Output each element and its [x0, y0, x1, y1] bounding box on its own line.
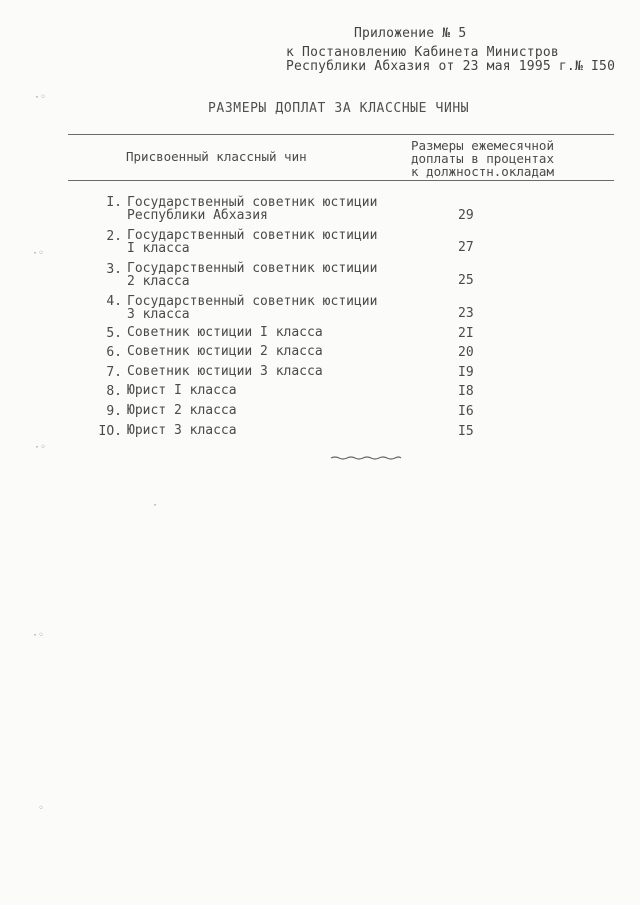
row-number: 5.: [106, 326, 122, 341]
row-label-line: Советник юстиции 3 класса: [127, 364, 323, 379]
row-number: 7.: [106, 365, 122, 380]
row-number: IO.: [98, 424, 122, 439]
row-label-line: Юрист I класса: [127, 383, 237, 398]
row-value: I5: [458, 424, 474, 439]
row-value: 25: [458, 273, 474, 288]
row-value: 23: [458, 306, 474, 321]
row-label-line: I класса: [127, 240, 190, 256]
column-header-percent-line: Размеры ежемесячной: [411, 138, 554, 153]
row-label: [127, 366, 323, 379]
table-header-rule: [68, 180, 614, 181]
row-label: [127, 425, 237, 438]
decree-reference-line-2: Республики Абхазия от 23 мая 1995 г.№ I50: [286, 59, 616, 74]
row-label-line: 2 класса: [127, 273, 190, 289]
document-title: РАЗМЕРЫ ДОПЛАТ ЗА КЛАССНЫЕ ЧИНЫ: [208, 101, 470, 116]
end-of-table-mark: [330, 456, 402, 460]
row-number: 4.: [106, 294, 122, 309]
row-label: [127, 405, 237, 418]
row-label-line: Государственный советник юстиции: [127, 261, 378, 276]
row-value: I9: [458, 365, 474, 380]
appendix-label: Приложение № 5: [354, 26, 467, 41]
row-value: I8: [458, 384, 474, 399]
row-label-line: Государственный советник юстиции: [127, 195, 378, 210]
table-top-rule: [68, 134, 614, 135]
scan-smudge: ·◦: [34, 92, 47, 103]
scan-smudge: ·: [152, 500, 159, 511]
column-header-percent: [411, 139, 554, 178]
scan-smudge: ·◦: [32, 630, 45, 641]
row-label: [127, 385, 237, 398]
column-header-percent-line: доплаты в процентах: [411, 151, 554, 166]
row-label: [127, 327, 323, 340]
row-label-line: Государственный советник юстиции: [127, 294, 378, 309]
row-label: [127, 230, 377, 255]
row-value: 29: [458, 208, 474, 223]
row-number: 9.: [106, 404, 122, 419]
row-label-line: Юрист 3 класса: [127, 423, 237, 438]
scan-smudge: ·◦: [34, 442, 47, 453]
row-label: [127, 197, 377, 222]
row-number: I.: [106, 195, 122, 210]
row-label-line: Республики Абхазия: [127, 207, 268, 223]
row-label-line: 3 класса: [127, 306, 190, 322]
row-value: I6: [458, 404, 474, 419]
scan-smudge: ·◦: [32, 248, 45, 259]
scan-smudge: ◦: [38, 803, 45, 814]
row-label: [127, 263, 377, 288]
row-number: 2.: [106, 229, 122, 244]
column-header-percent-line: к должностн.окладам: [411, 164, 554, 179]
row-label: [127, 346, 323, 359]
row-label-line: Государственный советник юстиции: [127, 228, 378, 243]
row-value: 27: [458, 240, 474, 255]
row-value: 2I: [458, 326, 474, 341]
row-value: 20: [458, 345, 474, 360]
row-number: 6.: [106, 345, 122, 360]
row-label-line: Советник юстиции I класса: [127, 325, 323, 340]
row-number: 8.: [106, 384, 122, 399]
row-label-line: Юрист 2 класса: [127, 403, 237, 418]
column-header-rank: Присвоенный классный чин: [126, 149, 307, 164]
row-label: [127, 296, 377, 321]
row-label-line: Советник юстиции 2 класса: [127, 344, 323, 359]
row-number: 3.: [106, 262, 122, 277]
decree-reference-line-1: к Постановлению Кабинета Министров: [286, 45, 559, 60]
